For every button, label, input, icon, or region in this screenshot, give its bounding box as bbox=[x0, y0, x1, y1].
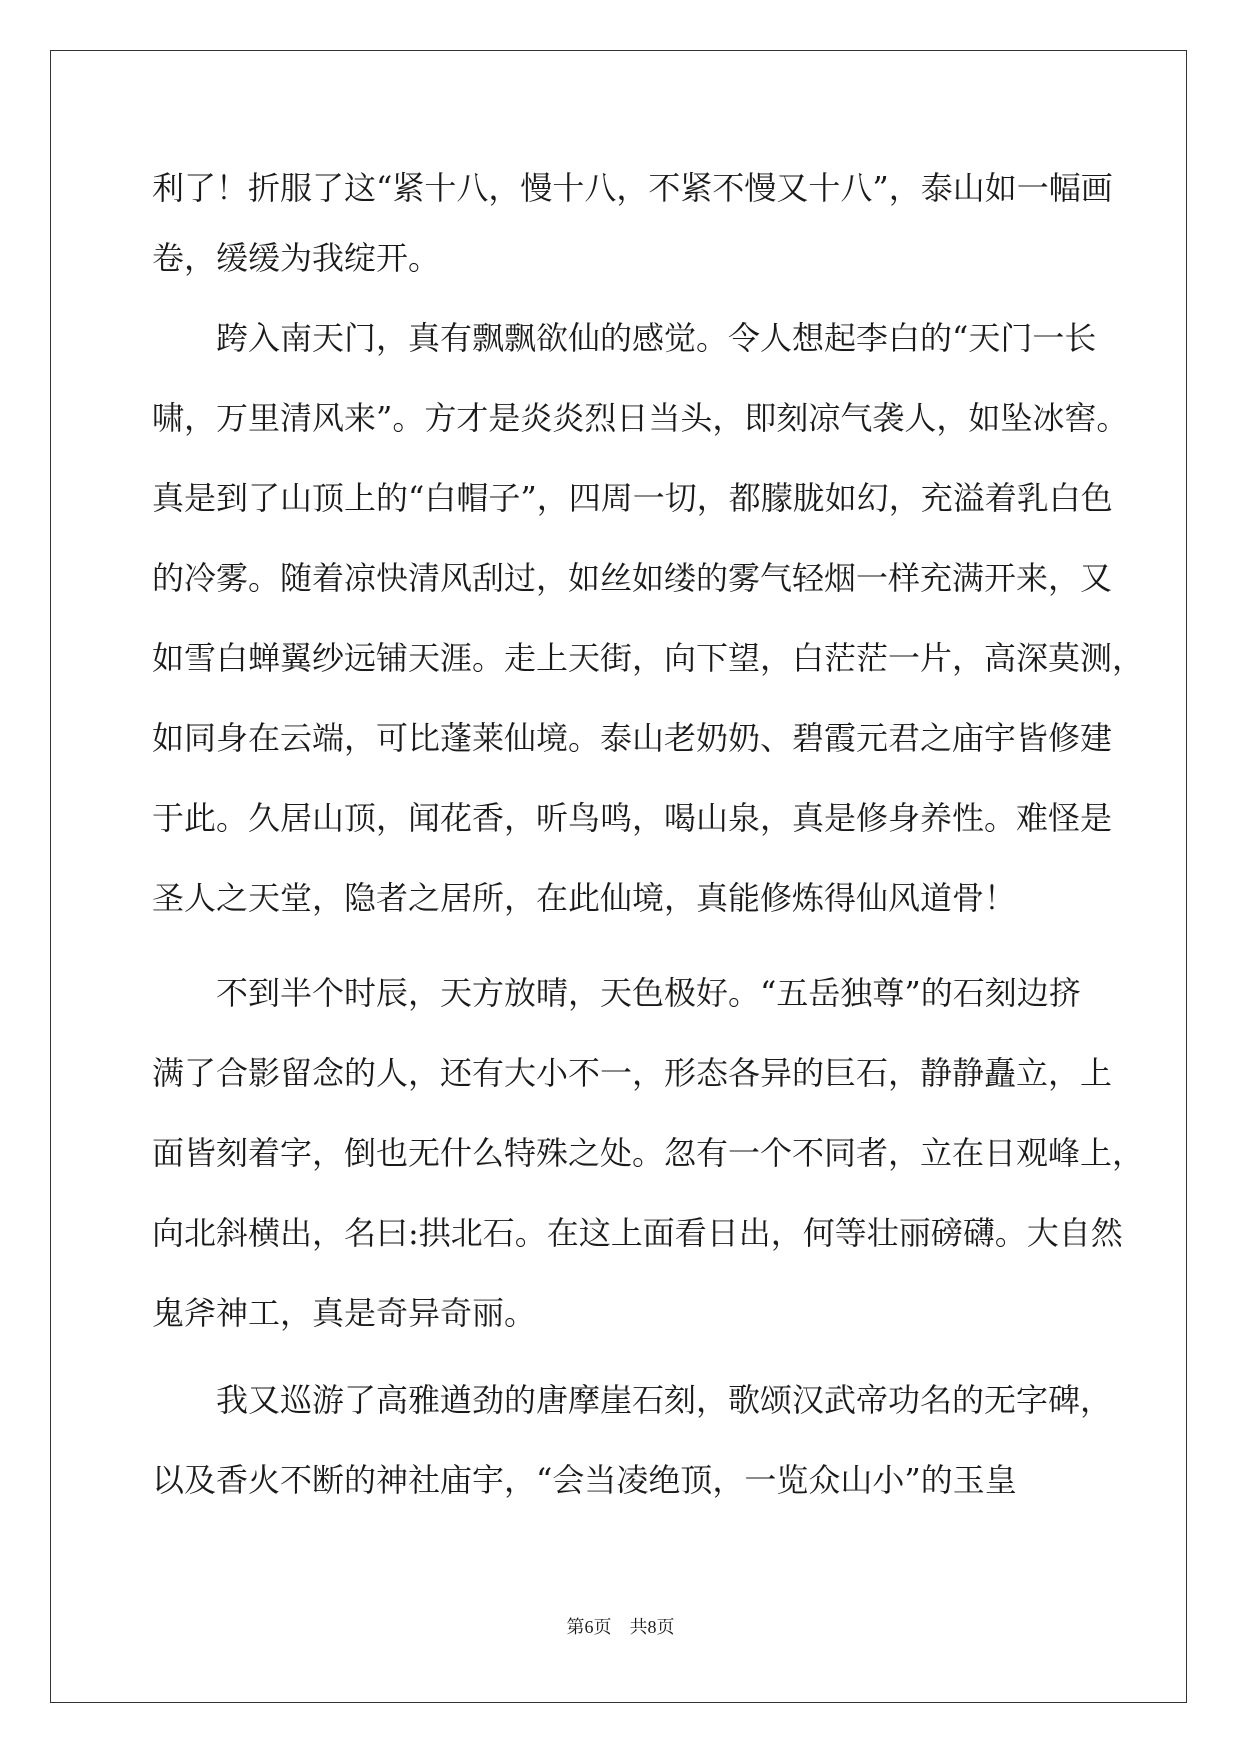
paragraph-line-6: 的冷雾。随着凉快清风刮过，如丝如缕的雾气轻烟一样充满开来，又 bbox=[152, 559, 1113, 597]
paragraph-line-1: 利了！折服了这“紧十八，慢十八，不紧不慢又十八”，泰山如一幅画 bbox=[152, 169, 1113, 207]
paragraph-line-17: 以及香火不断的神社庙宇，“会当凌绝顶，一览众山小”的玉皇 bbox=[152, 1461, 1017, 1499]
paragraph-line-11: 不到半个时辰，天方放晴，天色极好。“五岳独尊”的石刻边挤 bbox=[216, 974, 1081, 1012]
paragraph-line-7: 如雪白蝉翼纱远铺天涯。走上天街，向下望，白茫茫一片，高深莫测， bbox=[152, 639, 1145, 677]
paragraph-line-9: 于此。久居山顶，闻花香，听鸟鸣，喝山泉，真是修身养性。难怪是 bbox=[152, 799, 1113, 837]
page-number: 第6页 共8页 bbox=[566, 1617, 675, 1637]
paragraph-line-15: 鬼斧神工，真是奇异奇丽。 bbox=[152, 1294, 537, 1332]
paragraph-line-4: 啸，万里清风来”。方才是炎炎烈日当头，即刻凉气袭人，如坠冰窖。 bbox=[152, 399, 1129, 437]
paragraph-line-12: 满了合影留念的人，还有大小不一，形态各异的巨石，静静矗立，上 bbox=[152, 1054, 1113, 1092]
paragraph-line-8: 如同身在云端，可比蓬莱仙境。泰山老奶奶、碧霞元君之庙宇皆修建 bbox=[152, 719, 1113, 757]
paragraph-line-10: 圣人之天堂，隐者之居所，在此仙境，真能修炼得仙风道骨！ bbox=[152, 879, 1017, 917]
paragraph-line-3: 跨入南天门，真有飘飘欲仙的感觉。令人想起李白的“天门一长 bbox=[216, 319, 1097, 357]
page-border bbox=[50, 50, 1187, 1703]
paragraph-line-13: 面皆刻着字，倒也无什么特殊之处。忽有一个不同者，立在日观峰上， bbox=[152, 1134, 1145, 1172]
paragraph-line-14: 向北斜横出，名曰:拱北石。在这上面看日出，何等壮丽磅礴。大自然 bbox=[152, 1214, 1123, 1252]
paragraph-line-16: 我又巡游了高雅遒劲的唐摩崖石刻，歌颂汉武帝功名的无字碑， bbox=[216, 1381, 1113, 1419]
paragraph-line-2: 卷，缓缓为我绽开。 bbox=[152, 239, 441, 277]
paragraph-line-5: 真是到了山顶上的“白帽子”，四周一切，都朦胧如幻，充溢着乳白色 bbox=[152, 479, 1113, 517]
